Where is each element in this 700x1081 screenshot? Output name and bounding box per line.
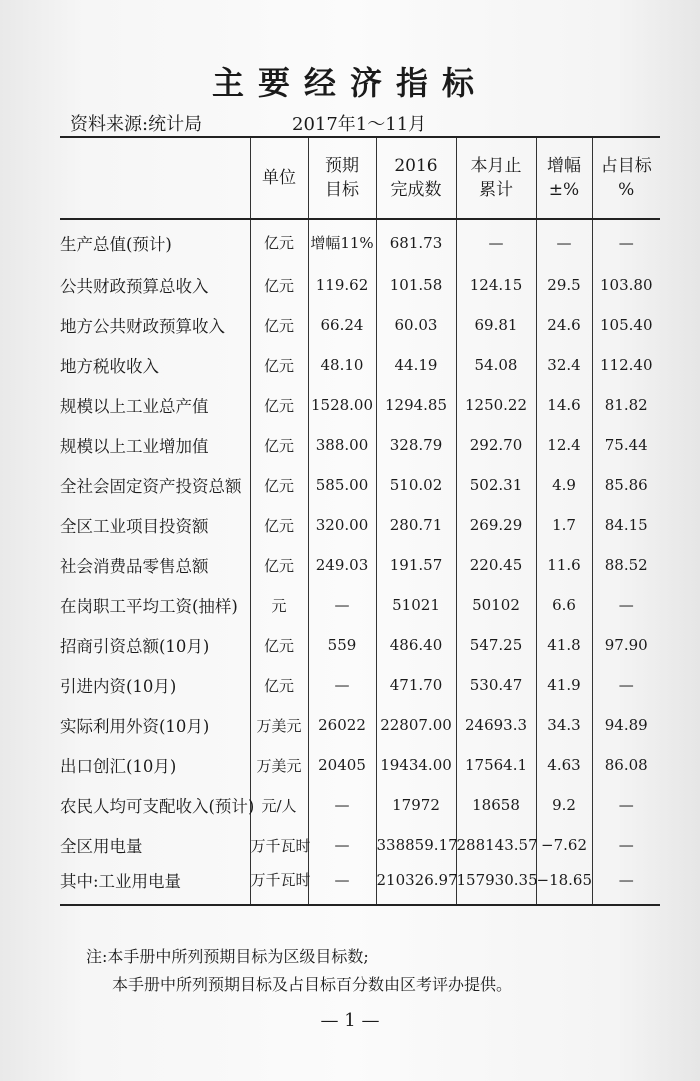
table-row (60, 745, 660, 785)
table-cell: 84.15 (592, 505, 660, 545)
indicator-name-cell: 引进内资(10月) (60, 677, 177, 696)
column-header-line: ±% (548, 180, 580, 200)
table-row (60, 625, 660, 665)
table-cell: 44.19 (376, 345, 456, 385)
table-cell: — (308, 785, 376, 825)
table-cell: −7.62 (536, 825, 592, 865)
table-cell: 4.63 (536, 745, 592, 785)
table-cell: 54.08 (456, 345, 536, 385)
table-cell: — (308, 825, 376, 865)
table-cell: 亿元 (250, 545, 308, 585)
table-cell: 万千瓦时 (250, 865, 308, 905)
table-cell: 547.25 (456, 625, 536, 665)
table-cell: 105.40 (592, 305, 660, 345)
column-header-line: 增幅 (547, 156, 581, 176)
table-body (60, 219, 660, 905)
table-cell: 471.70 (376, 665, 456, 705)
table-row (60, 345, 660, 385)
table-cell: 11.6 (536, 545, 592, 585)
table-cell: — (592, 585, 660, 625)
table-cell: 亿元 (250, 305, 308, 345)
indicator-name-cell: 全区工业项目投资额 (60, 517, 209, 536)
table-cell: 559 (308, 625, 376, 665)
table-header-row (60, 137, 660, 219)
indicator-name-cell: 在岗职工平均工资(抽样) (60, 597, 238, 616)
table-cell: 94.89 (592, 705, 660, 745)
table-cell: 328.79 (376, 425, 456, 465)
table-cell: 249.03 (308, 545, 376, 585)
column-header-line: 本月止 (470, 156, 522, 176)
indicator-name-cell: 全区用电量 (60, 837, 143, 856)
column-header-line: 预期 (325, 156, 359, 176)
table-cell: 97.90 (592, 625, 660, 665)
table-row (60, 545, 660, 585)
table-cell: 88.52 (592, 545, 660, 585)
table-cell: 元/人 (250, 785, 308, 825)
table-row (60, 385, 660, 425)
column-header (308, 137, 376, 219)
indicator-name-cell: 生产总值(预计) (60, 234, 172, 254)
table-cell: 269.29 (456, 505, 536, 545)
indicator-name-cell: 地方税收收入 (60, 357, 159, 376)
table-cell: −18.65 (536, 865, 592, 905)
table-cell: 12.4 (536, 425, 592, 465)
table-cell: — (308, 585, 376, 625)
table-cell: 50102 (456, 585, 536, 625)
table-cell: 29.5 (536, 265, 592, 305)
indicator-name-cell: 招商引资总额(10月) (60, 637, 210, 656)
table-cell: — (592, 665, 660, 705)
table-row (60, 865, 660, 905)
table-cell: 32.4 (536, 345, 592, 385)
table-cell: 亿元 (250, 265, 308, 305)
table-cell: 101.58 (376, 265, 456, 305)
table-cell: 502.31 (456, 465, 536, 505)
table-cell: 4.9 (536, 465, 592, 505)
indicator-name-cell: 农民人均可支配收入(预计) (60, 797, 255, 816)
table-cell: 320.00 (308, 505, 376, 545)
table-cell: 41.8 (536, 625, 592, 665)
table-cell: 20405 (308, 745, 376, 785)
table-cell: 19434.00 (376, 745, 456, 785)
table-cell: 119.62 (308, 265, 376, 305)
table-cell: 亿元 (250, 465, 308, 505)
table-row (60, 265, 660, 305)
indicator-name-cell: 公共财政预算总收入 (60, 277, 209, 296)
table-cell: 48.10 (308, 345, 376, 385)
column-header-line: 完成数 (390, 180, 442, 200)
table-cell: 157930.35 (456, 865, 536, 905)
table-cell: 1528.00 (308, 385, 376, 425)
column-header (536, 137, 592, 219)
table-cell: 亿元 (250, 425, 308, 465)
table-cell: 34.3 (536, 705, 592, 745)
table-cell: 220.45 (456, 545, 536, 585)
table-cell: 亿元 (250, 219, 308, 265)
table-cell: — (308, 865, 376, 905)
table-cell: 280.71 (376, 505, 456, 545)
table-cell: 万美元 (250, 705, 308, 745)
table-cell: 6.6 (536, 585, 592, 625)
table-cell: — (308, 665, 376, 705)
table-row (60, 219, 660, 265)
report-period: 2017年1～11月 (292, 114, 427, 135)
table-cell: 亿元 (250, 665, 308, 705)
table-cell: — (536, 219, 592, 265)
table-cell: 万千瓦时 (250, 825, 308, 865)
table-cell: 万美元 (250, 745, 308, 785)
table-cell: 18658 (456, 785, 536, 825)
footnote-2: 本手册中所列预期目标及占目标百分数由区考评办提供。 (112, 975, 513, 994)
table-cell: 亿元 (250, 625, 308, 665)
table-cell: 585.00 (308, 465, 376, 505)
table-cell: 69.81 (456, 305, 536, 345)
indicator-name-cell: 地方公共财政预算收入 (60, 317, 225, 336)
data-source: 资料来源:统计局 (70, 114, 203, 135)
indicator-table (60, 136, 660, 906)
table-row (60, 665, 660, 705)
table-cell: 元 (250, 585, 308, 625)
table-cell: 85.86 (592, 465, 660, 505)
column-header-line: 累计 (479, 180, 513, 200)
table-cell: 亿元 (250, 385, 308, 425)
table-cell: 51021 (376, 585, 456, 625)
table-cell: 22807.00 (376, 705, 456, 745)
table-cell: 103.80 (592, 265, 660, 305)
table-cell: 1294.85 (376, 385, 456, 425)
table-cell: 112.40 (592, 345, 660, 385)
table-cell: 124.15 (456, 265, 536, 305)
page-number: — 1 — (320, 1010, 380, 1031)
indicator-name-cell: 实际利用外资(10月) (60, 717, 210, 736)
column-header (376, 137, 456, 219)
table-row (60, 785, 660, 825)
indicator-name-cell: 社会消费品零售总额 (60, 557, 209, 576)
table-row (60, 705, 660, 745)
column-header-line: 单位 (262, 168, 296, 188)
table-cell: 24693.3 (456, 705, 536, 745)
table-cell: 26022 (308, 705, 376, 745)
table-row (60, 305, 660, 345)
column-header (592, 137, 660, 219)
table-cell: 增幅11% (308, 219, 376, 265)
column-header (250, 137, 308, 219)
table-cell: 41.9 (536, 665, 592, 705)
indicator-name-cell: 规模以上工业增加值 (60, 437, 209, 456)
column-header-line: 占目标 (600, 156, 652, 176)
indicator-name-cell: 全社会固定资产投资总额 (60, 477, 242, 496)
table-cell: — (456, 219, 536, 265)
table-cell: — (592, 825, 660, 865)
table-cell: 1.7 (536, 505, 592, 545)
table-cell: 17972 (376, 785, 456, 825)
table-cell: 292.70 (456, 425, 536, 465)
table-cell: 17564.1 (456, 745, 536, 785)
column-header-line: 2016 (394, 156, 438, 176)
table-cell: 210326.97 (376, 865, 456, 905)
table-cell: — (592, 219, 660, 265)
table-cell: 亿元 (250, 345, 308, 385)
table-cell: 338859.17 (376, 825, 456, 865)
table-cell: — (592, 865, 660, 905)
table-cell: 81.82 (592, 385, 660, 425)
table-cell: 530.47 (456, 665, 536, 705)
table-row (60, 505, 660, 545)
table-cell: 288143.57 (456, 825, 536, 865)
table-cell: — (592, 785, 660, 825)
table-cell: 191.57 (376, 545, 456, 585)
indicator-name-cell: 规模以上工业总产值 (60, 397, 209, 416)
indicator-name-cell: 出口创汇(10月) (60, 757, 177, 776)
table-cell: 86.08 (592, 745, 660, 785)
table-cell: 486.40 (376, 625, 456, 665)
table-cell: 75.44 (592, 425, 660, 465)
table-cell: 亿元 (250, 505, 308, 545)
table-row (60, 425, 660, 465)
table-cell: 388.00 (308, 425, 376, 465)
page-title: 主要经济指标 (211, 64, 488, 102)
table-cell: 681.73 (376, 219, 456, 265)
column-header-line: % (618, 180, 635, 200)
table-cell: 60.03 (376, 305, 456, 345)
table-cell: 66.24 (308, 305, 376, 345)
indicator-name-cell: 其中:工业用电量 (60, 871, 182, 891)
table-row (60, 465, 660, 505)
table-cell: 510.02 (376, 465, 456, 505)
footnote-1: 注:本手册中所列预期目标为区级目标数; (86, 947, 369, 966)
table-cell: 9.2 (536, 785, 592, 825)
table-cell: 14.6 (536, 385, 592, 425)
column-header-line: 目标 (325, 180, 359, 200)
column-header (60, 137, 250, 219)
table-cell: 24.6 (536, 305, 592, 345)
table-row (60, 825, 660, 865)
table-cell: 1250.22 (456, 385, 536, 425)
column-header (456, 137, 536, 219)
table-row (60, 585, 660, 625)
